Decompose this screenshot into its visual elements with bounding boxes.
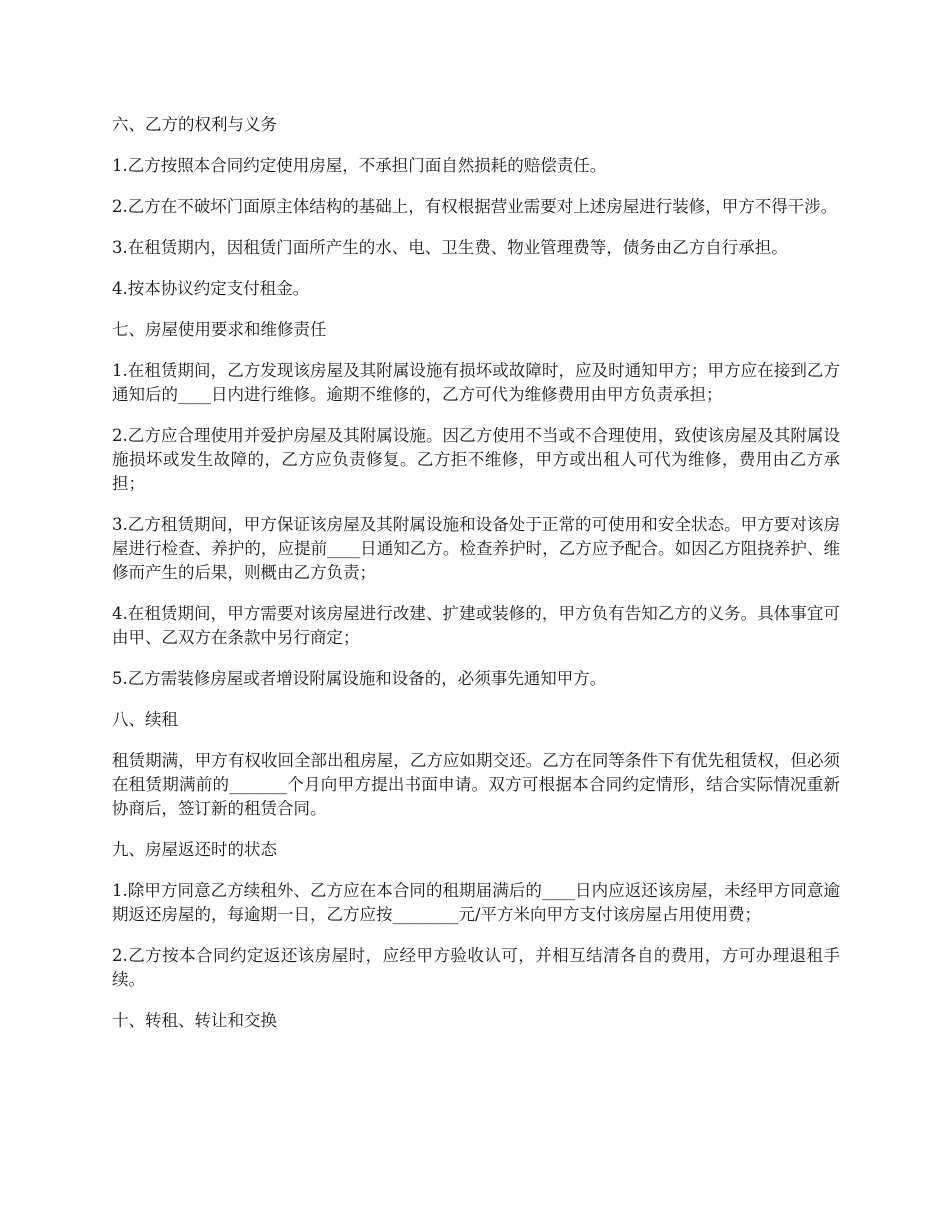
clause-7-3: 3.乙方租赁期间，甲方保证该房屋及其附属设施和设备处于正常的可使用和安全状态。甲方要对该房屋进行检查、养护的，应提前____日通知乙方。检查养护时，乙方应予配合。如因乙方阻挠养护、维修而产生的后果，则概由乙方负责； — [112, 515, 840, 582]
clause-6-1: 1.乙方按照本合同约定使用房屋，不承担门面自然损耗的赔偿责任。 — [112, 156, 607, 175]
clause-9-1: 1.除甲方同意乙方续租外、乙方应在本合同的租期届满后的____日内应返还该房屋，未经甲方同意逾期返还房屋的，每逾期一日，乙方应按________元/平方米向甲方支付该房屋占用使用费； — [112, 881, 840, 924]
section-heading-10: 十、转租、转让和交换 — [112, 1011, 277, 1030]
section-heading-9: 九、房屋返还时的状态 — [112, 840, 277, 859]
clause-7-1: 1.在租赁期间，乙方发现该房屋及其附属设施有损坏或故障时，应及时通知甲方；甲方应在接到乙方通知后的____日内进行维修。逾期不维修的，乙方可代为维修费用由甲方负责承担； — [112, 361, 840, 404]
clause-7-5: 5.乙方需装修房屋或者增设附属设施和设备的，必须事先通知甲方。 — [112, 669, 607, 688]
section-heading-7: 七、房屋使用要求和维修责任 — [112, 320, 327, 339]
clause-8-body: 租赁期满，甲方有权收回全部出租房屋，乙方应如期交还。乙方在同等条件下有优先租赁权，但必须在租赁期满前的_______个月向甲方提出书面申请。双方可根据本合同约定情形，结合实际情况重新协商后，签订新的租赁合同。 — [112, 751, 840, 818]
section-heading-6: 六、乙方的权利与义务 — [112, 115, 277, 134]
clause-7-2: 2.乙方应合理使用并爱护房屋及其附属设施。因乙方使用不当或不合理使用，致使该房屋及其附属设施损坏或发生故障的，乙方应负责修复。乙方拒不维修，甲方或出租人可代为维修，费用由乙方承担； — [112, 426, 840, 493]
clause-6-3: 3.在租赁期内，因租赁门面所产生的水、电、卫生费、物业管理费等，债务由乙方自行承担。 — [112, 238, 788, 257]
clause-6-2: 2.乙方在不破坏门面原主体结构的基础上，有权根据营业需要对上述房屋进行装修，甲方不得干涉。 — [112, 197, 838, 216]
section-heading-8: 八、续租 — [112, 710, 178, 729]
document-body — [112, 113, 840, 1033]
clause-7-4: 4.在租赁期间，甲方需要对该房屋进行改建、扩建或装修的，甲方负有告知乙方的义务。具体事宜可由甲、乙双方在条款中另行商定； — [112, 604, 840, 647]
clause-9-2: 2.乙方按本合同约定返还该房屋时，应经甲方验收认可，并相互结清各自的费用，方可办理退租手续。 — [112, 946, 840, 989]
clause-6-4: 4.按本协议约定支付租金。 — [112, 279, 310, 298]
